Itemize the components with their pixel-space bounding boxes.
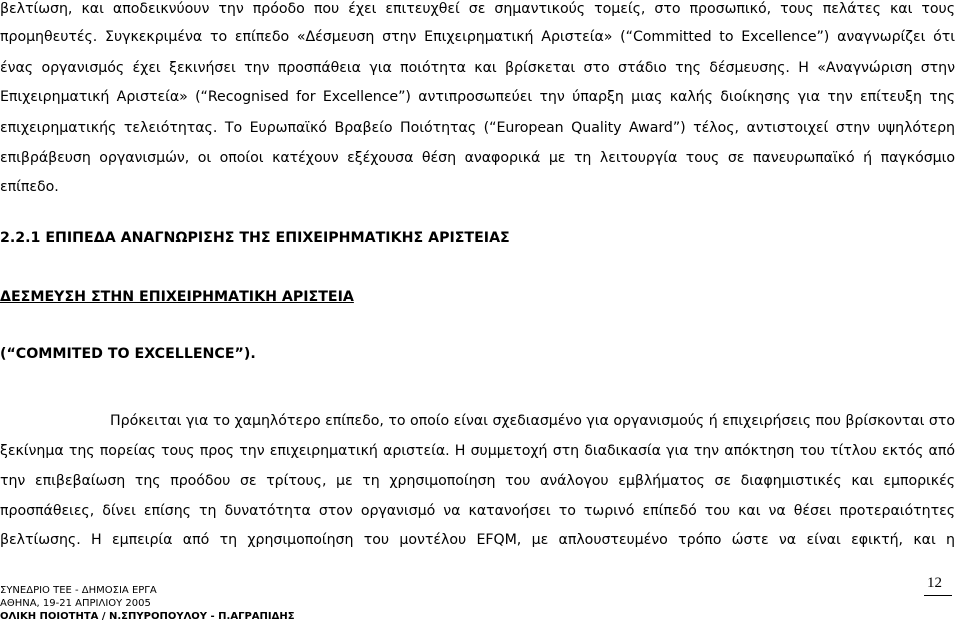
- paragraph-line: επιβράβευση οργανισμών, οι οποίοι κατέχουν εξέχουσα θέση αναφορικά με τη λειτουργία τους σε πανευρωπαϊκό ή παγκόσμιο: [0, 150, 955, 166]
- paragraph-line: επίπεδο.: [0, 179, 59, 195]
- paragraph-line: προμηθευτές. Συγκεκριμένα το επίπεδο «Δέσμευση στην Επιχειρηματική Αριστεία» (“Committed to Excellence”) αναγνωρίζει ότι: [0, 29, 955, 45]
- footer-authors: ΟΛΙΚΗ ΠΟΙΟΤΗΤΑ / Ν.ΣΠΥΡΟΠΟΥΛΟΥ - Π.ΑΓΡΑΠΙΔΗΣ: [0, 611, 295, 622]
- page-number-rule: [924, 595, 952, 596]
- paragraph-line: ένας οργανισμός έχει ξεκινήσει την προσπάθεια για ποιότητα και βρίσκεται στο στάδιο της δέσμευσης. Η «Αναγνώριση στην: [0, 60, 955, 76]
- paragraph-line: ξεκίνημα της πορείας τους προς την επιχειρηματική αριστεία. Η συμμετοχή στη διαδικασία για την απόκτηση του τίτλου εκτός από: [0, 443, 955, 459]
- paragraph-line: Πρόκειται για το χαμηλότερο επίπεδο, το οποίο είναι σχεδιασμένο για οργανισμούς ή επιχειρήσεις που βρίσκονται στο: [110, 413, 955, 429]
- paragraph-line: βελτίωση, και αποδεικνύουν την πρόοδο που έχει επιτευχθεί σε σημαντικούς τομείς, στο προσωπικό, τους πελάτες και τους: [0, 1, 955, 17]
- section-heading: 2.2.1 ΕΠΙΠΕΔΑ ΑΝΑΓΝΩΡΙΣΗΣ ΤΗΣ ΕΠΙΧΕΙΡΗΜΑΤΙΚΗΣ ΑΡΙΣΤΕΙΑΣ: [0, 230, 510, 246]
- page-number: 12: [927, 575, 942, 591]
- subsection-subtitle: (“COMMITED TO EXCELLENCE”).: [0, 346, 256, 362]
- footer-date: ΑΘΗΝΑ, 19-21 ΑΠΡΙΛΙΟΥ 2005: [0, 598, 151, 609]
- paragraph-line: βελτίωσης. Η εμπειρία από τη χρησιμοποίηση του μοντέλου EFQM, με απλουστευμένο τρόπο ώστε να είναι εφικτή, και η: [0, 532, 955, 548]
- paragraph-line: προσπάθειες, δίνει επίσης τη δυνατότητα στον οργανισμό να κατανοήσει το τωρινό επίπεδό του και να θέσει προτεραιότητες: [0, 503, 955, 519]
- subsection-heading: ΔΕΣΜΕΥΣΗ ΣΤΗΝ ΕΠΙΧΕΙΡΗΜΑΤΙΚΗ ΑΡΙΣΤΕΙΑ: [0, 289, 354, 305]
- paragraph-line: Επιχειρηματική Αριστεία» (“Recognised for Excellence”) αντιπροσωπεύει την ύπαρξη μιας καλής διοίκησης για την επίτευξη της: [0, 89, 955, 105]
- paragraph-line: την επιβεβαίωση της προόδου σε τρίτους, με τη χρησιμοποίηση του ανάλογου εμβλήματος σε διαφημιστικές και εμπορικές: [0, 473, 955, 489]
- paragraph-line: επιχειρηματικής τελειότητας. Το Ευρωπαϊκό Βραβείο Ποιότητας (“European Quality Award”) τέλος, αντιστοιχεί στην υψηλότερη: [0, 120, 955, 136]
- footer-conference: ΣΥΝΕΔΡΙΟ ΤΕΕ - ΔΗΜΟΣΙΑ ΕΡΓΑ: [0, 585, 157, 596]
